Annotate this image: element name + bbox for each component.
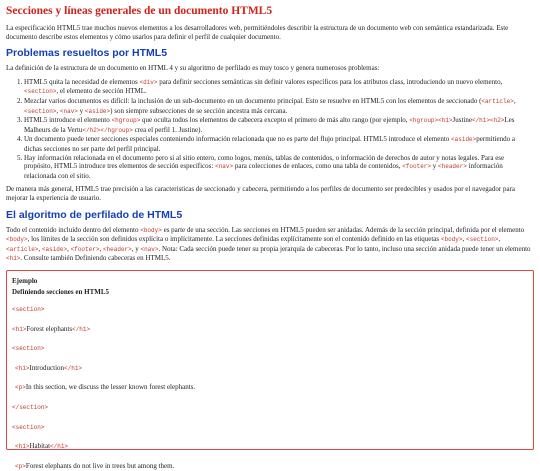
code-line bbox=[12, 364, 528, 374]
code-line bbox=[12, 403, 528, 413]
code-tag: <section> bbox=[12, 306, 45, 314]
section-heading-problems: Problemas resueltos por HTML5 bbox=[6, 47, 168, 60]
code-tag: </h1> bbox=[72, 325, 91, 333]
list-item: 2. Mezclar varios documentos es difícil: la inclusión de un sub-documento en un documento principal. Esto se resuelve en HTML5 con los elementos de seccionado (<article>, <section>, <nav> y <aside>) son siempre subsecciones de se sección ancestra más cercana. bbox=[24, 97, 534, 116]
code-tag: <h1> bbox=[15, 443, 30, 451]
code-tag: <section> bbox=[12, 345, 45, 353]
code-line bbox=[12, 305, 528, 315]
code-line bbox=[12, 383, 528, 393]
code-tag: </h1> bbox=[50, 443, 69, 451]
code-tag: <p> bbox=[15, 462, 26, 470]
algorithm-paragraph: Todo el contenido incluido dentro del elemento <body> es parte de una sección. Las secciones en HTML5 pueden ser anidadas. Además de la sección principal, definida por el elemento <body>, los límites de la sección son definidos explícita o implícitamente. La secciones definidas explícitamente son el contenido definido en las etiquetas <body>, <section>, <article>, <aside>, <footer>, <header>, y <nav>. Nota: Cada sección puede tener su propia jerarquía de cabeceras. Por lo tanto, incluso una sección anidada puede tener un elemento <h1>. Consulte también Definiendo cabeceras en HTML5. bbox=[6, 225, 531, 263]
code-line bbox=[12, 462, 528, 471]
code-tag: <h1> bbox=[12, 325, 27, 333]
example-subtitle: Definiendo secciones en HTML5 bbox=[12, 288, 110, 297]
example-box bbox=[6, 270, 534, 470]
code-line bbox=[12, 325, 528, 335]
code-tag: <p> bbox=[15, 384, 26, 392]
list-item: 5. Hay información relacionada en el documento pero si al sitio entero, como logos, menús, tablas de contenidos, o información de derechos de autor y notas legales. Para ese propósito, HTML5 introduce tres elementos de sección específicos: <nav> para colecciones de enlaces, como una tabla de contenidos, <footer> y <header> información relacionada con el sitio. bbox=[24, 154, 534, 181]
code-text: Forest elephants do not live in trees but among them. bbox=[25, 461, 175, 470]
list-item: 1. HTML5 quita la necesidad de elementos <div> para definir secciones semánticas sin definir valores específicos para los atributos class, introduciendo un nuevo elemento, <section>, el elemento de sección HTML. bbox=[24, 78, 534, 97]
page-title: Secciones y líneas generales de un documento HTML5 bbox=[6, 5, 273, 17]
list-item: 4. Un documento puede tener secciones especiales conteniendo información relacionada que no es parte del flujo principal. HTML5 introduce el elemento <aside>permitiendo a dichas secciones no ser parte del perfil principal. bbox=[24, 135, 534, 153]
code-block bbox=[12, 305, 528, 471]
code-line bbox=[12, 442, 528, 452]
code-tag: </h1> bbox=[64, 364, 83, 372]
code-tag: <h1> bbox=[15, 364, 30, 372]
code-line bbox=[12, 344, 528, 354]
problems-summary: De manera más general, HTML5 trae precisión a las características de seccionado y cabecera, permitiendo a los perfiles de documento ser predecibles y usados por el navegador para mejorar la experiencia de usuario. bbox=[6, 185, 516, 202]
problems-list bbox=[6, 78, 534, 181]
code-tag: </section> bbox=[12, 404, 49, 412]
problems-lead: La definición de la estructura de un documento en HTML 4 y su algoritmo de perfilado es muy tosco y genera numerosos problemas: bbox=[6, 64, 380, 73]
intro-paragraph: La especificación HTML5 trae muchos nuevos elementos a los desarrolladores web, permitiéndoles describir la estructura de un documento web con semántica estandarizada. Este documento describe estos elementos y cómo usarlos para definir el perfil de cualquier documento. bbox=[6, 24, 509, 41]
example-title: Ejemplo bbox=[12, 276, 38, 285]
list-item: 3. HTML5 introduce el elemento <hgroup> que oculta todos los elementos de cabecera excepto el primero de más alto rango (por ejemplo, <hgroup><h1>Justine</h1><h2>Les Malheurs de la Vertu</h2></hgroup> crea el perfil 1. Justine). bbox=[24, 116, 534, 135]
code-text: Forest elephants bbox=[26, 324, 73, 333]
code-line bbox=[12, 423, 528, 433]
code-tag: <section> bbox=[12, 423, 45, 431]
code-text: Introduction bbox=[29, 363, 65, 372]
code-text: Habitat bbox=[29, 442, 51, 451]
section-heading-algorithm: El algoritmo de perfilado de HTML5 bbox=[6, 208, 183, 221]
code-text: In this section, we discuss the lesser known forest elephants. bbox=[25, 383, 196, 392]
